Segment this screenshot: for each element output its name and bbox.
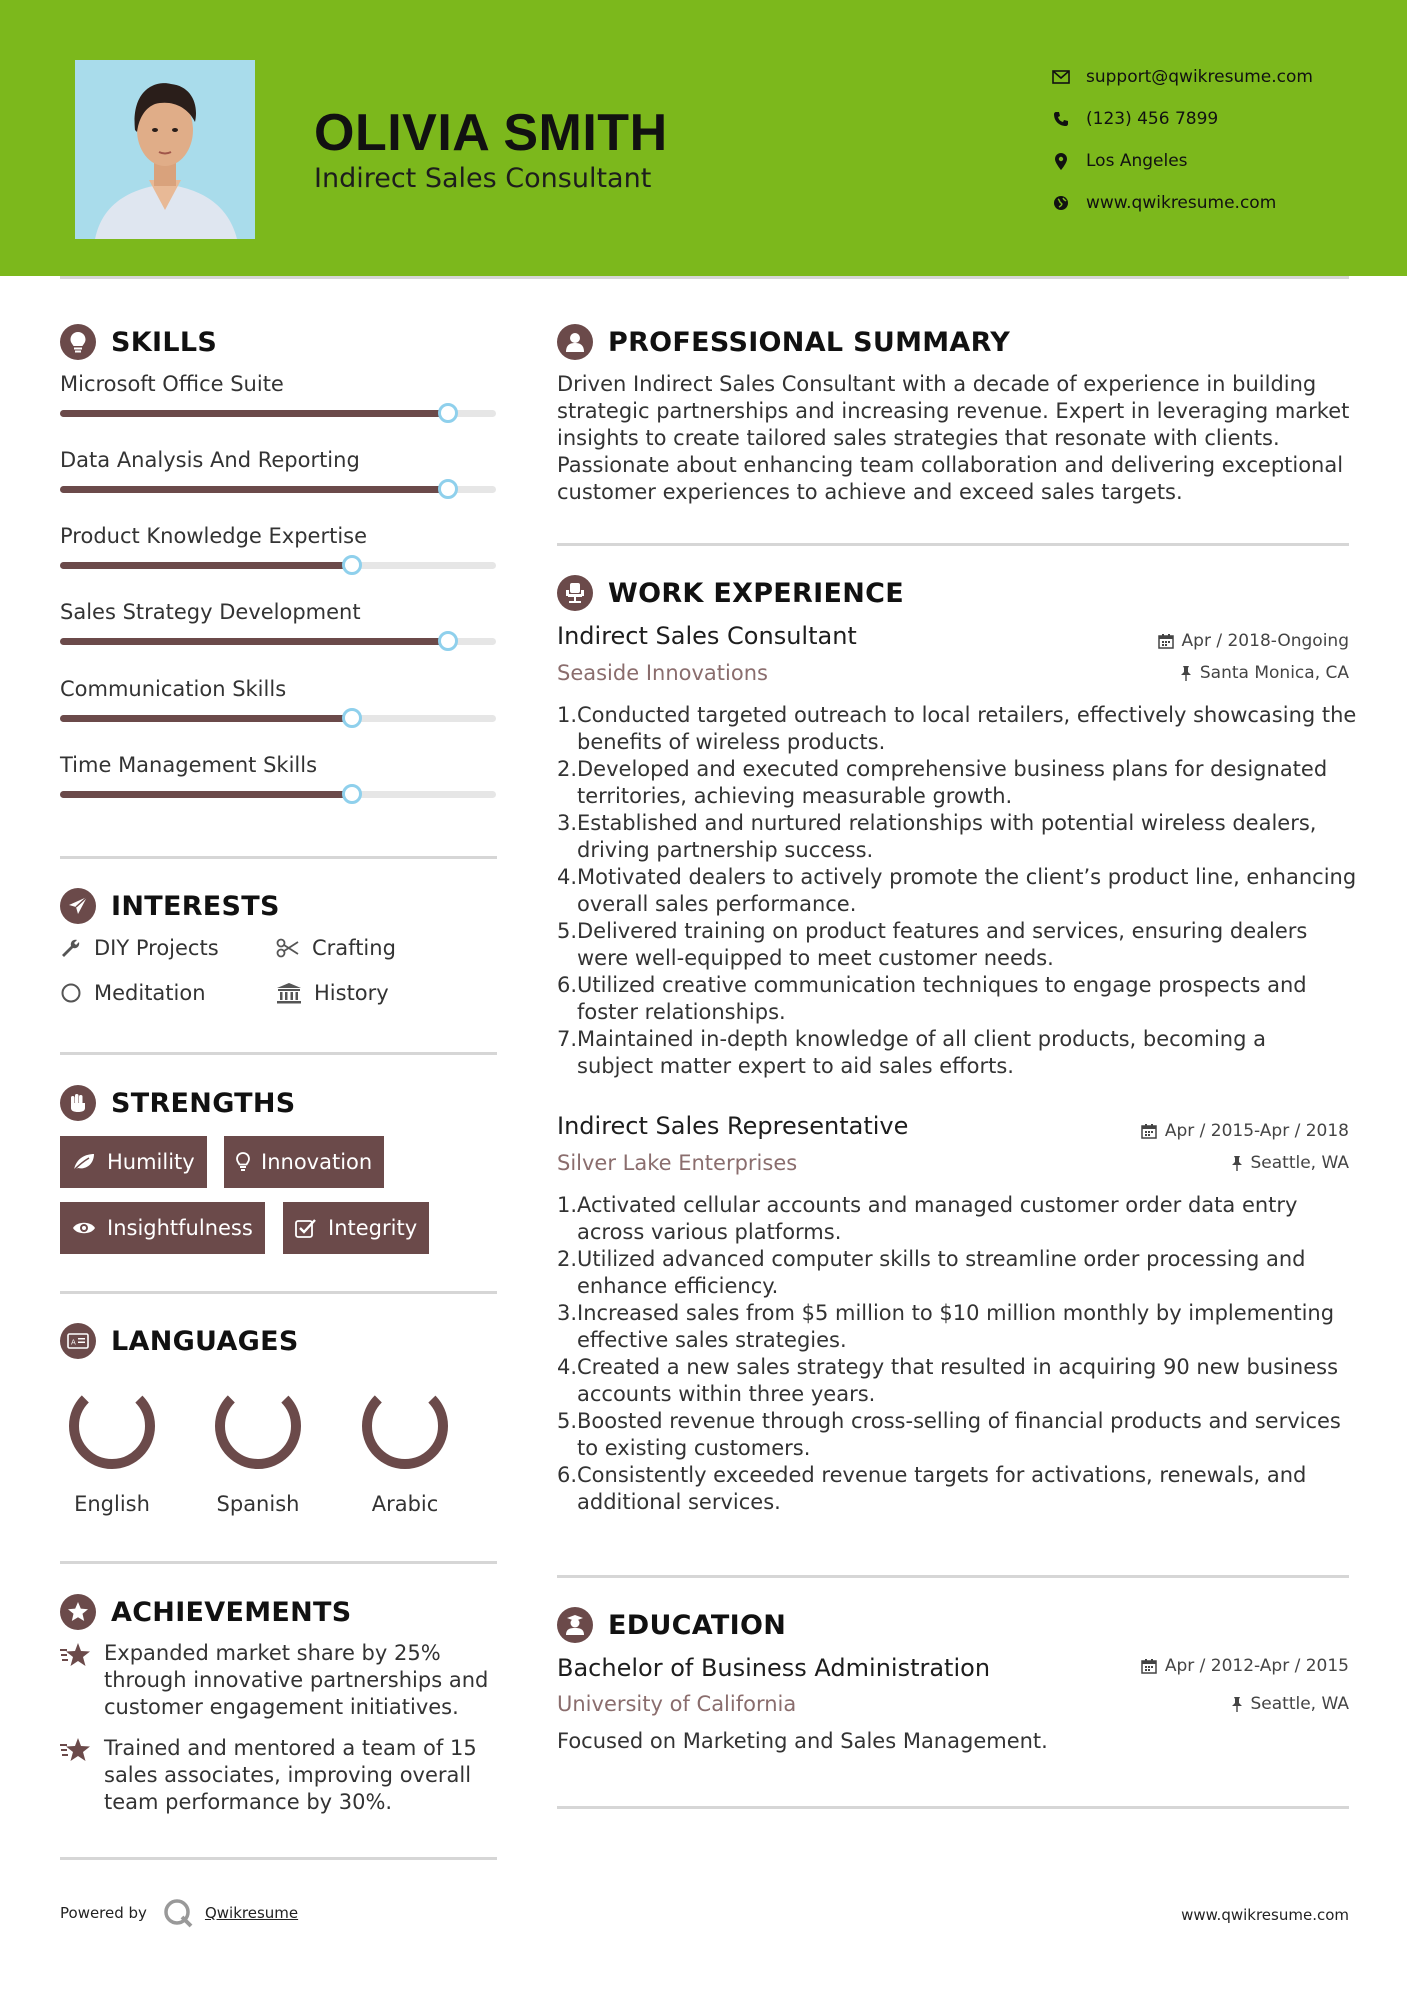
summary-line: Passionate about enhancing team collaboration and delivering exceptional — [557, 453, 1344, 477]
education-heading — [557, 1607, 786, 1643]
achievement-text — [104, 1735, 477, 1816]
languages-divider — [60, 1561, 497, 1564]
contact-email[interactable] — [1050, 56, 1313, 98]
interest-item — [276, 936, 396, 960]
strength-badge — [60, 1136, 207, 1188]
achievement-line: Expanded market share by 25% — [104, 1641, 441, 1665]
strength-badge — [283, 1202, 429, 1254]
language-item — [198, 1378, 318, 1516]
bullet-line: Established and nurtured relationships with potential wireless dealers, — [577, 811, 1317, 835]
bullet-line: Maintained in-depth knowledge of all client products, becoming a — [577, 1027, 1266, 1051]
languages-heading — [60, 1323, 299, 1359]
interest-item — [276, 981, 389, 1005]
globe-icon — [1050, 192, 1072, 214]
skill-bar — [60, 410, 496, 417]
strength-badge — [60, 1202, 265, 1254]
job-date-text: Apr / 2018-Ongoing — [1181, 631, 1349, 651]
language-name: Arabic — [371, 1492, 439, 1516]
id-card-icon — [60, 1323, 96, 1359]
language-ring — [64, 1378, 160, 1474]
strength-label: Integrity — [328, 1216, 418, 1240]
resume-header — [0, 0, 1407, 276]
skill-bar-knob — [342, 555, 362, 575]
job-bullets — [557, 1192, 1357, 1516]
languages-title: LANGUAGES — [111, 1325, 299, 1357]
interests-divider — [60, 1052, 497, 1055]
skill-bar-fill — [60, 486, 448, 493]
skills-heading — [60, 324, 217, 360]
achievement-line: customer engagement initiatives. — [104, 1695, 459, 1719]
bullet-number: 6. — [557, 973, 578, 997]
candidate-title: Indirect Sales Consultant — [314, 163, 652, 194]
skill-bar-fill — [60, 715, 352, 722]
bullet-line: Utilized advanced computer skills to streamline order processing and — [577, 1247, 1306, 1271]
interests-heading — [60, 888, 280, 924]
header-divider — [60, 276, 1349, 279]
bullet-item — [557, 810, 1357, 864]
summary-text — [557, 371, 1357, 506]
bullet-line: additional services. — [577, 1490, 781, 1514]
star-icon — [60, 1735, 104, 1816]
language-item — [345, 1378, 465, 1516]
achievement-line: Trained and mentored a team of 15 — [104, 1736, 477, 1760]
pushpin-icon — [1231, 1155, 1243, 1171]
language-name: English — [74, 1492, 150, 1516]
job-date — [1141, 1121, 1349, 1141]
skill-item — [60, 677, 496, 701]
education-location — [1231, 1694, 1350, 1714]
strength-label: Insightfulness — [107, 1216, 253, 1240]
interest-item — [60, 936, 219, 960]
skill-name: Data Analysis And Reporting — [60, 448, 360, 472]
skill-name: Microsoft Office Suite — [60, 372, 284, 396]
bullet-line: Consistently exceeded revenue targets for activations, renewals, and — [577, 1463, 1307, 1487]
qwikresume-logo-icon — [161, 1896, 195, 1930]
bullet-line: Developed and executed comprehensive business plans for designated — [577, 757, 1328, 781]
bullet-number: 1. — [557, 1193, 578, 1217]
education-description: Focused on Marketing and Sales Management. — [557, 1729, 1048, 1753]
skill-bar-knob — [438, 631, 458, 651]
interest-label: History — [314, 981, 389, 1005]
language-ring — [210, 1378, 306, 1474]
education-title: EDUCATION — [608, 1609, 787, 1641]
skill-bar-fill — [60, 791, 352, 798]
experience-divider — [557, 1575, 1349, 1578]
user-icon — [557, 324, 593, 360]
contact-list — [1050, 56, 1313, 224]
calendar-icon — [1141, 1123, 1157, 1139]
bullet-number: 4. — [557, 1355, 578, 1379]
bullet-number: 6. — [557, 1463, 578, 1487]
strengths-title: STRENGTHS — [111, 1087, 296, 1119]
job-title: Indirect Sales Consultant — [557, 622, 857, 650]
language-name: Spanish — [216, 1492, 300, 1516]
star-badge-icon — [60, 1594, 96, 1630]
interest-label: Crafting — [312, 936, 396, 960]
bullet-line: Activated cellular accounts and managed customer order data entry — [577, 1193, 1298, 1217]
skill-name: Communication Skills — [60, 677, 287, 701]
bullet-line: enhance efficiency. — [577, 1274, 779, 1298]
eye-icon — [72, 1220, 96, 1236]
bullet-line: across various platforms. — [577, 1220, 842, 1244]
skill-bar-knob — [342, 784, 362, 804]
strengths-divider — [60, 1291, 497, 1294]
bullet-number: 7. — [557, 1027, 578, 1051]
bullet-item — [557, 756, 1357, 810]
contact-location — [1050, 140, 1313, 182]
bullet-item — [557, 918, 1357, 972]
bullet-number: 4. — [557, 865, 578, 889]
bullet-item — [557, 1300, 1357, 1354]
bullet-number: 5. — [557, 919, 578, 943]
leaf-icon — [72, 1152, 96, 1172]
education-divider — [557, 1806, 1349, 1809]
bullet-line: Conducted targeted outreach to local retailers, effectively showcasing the — [577, 703, 1357, 727]
summary-line: strategic partnerships and increasing revenue. Expert in leveraging market — [557, 399, 1350, 423]
scissors-icon — [276, 937, 300, 959]
bullet-line: accounts within three years. — [577, 1382, 876, 1406]
footer-powered-by — [60, 1896, 298, 1930]
envelope-icon — [1050, 66, 1072, 88]
bullet-line: benefits of wireless products. — [577, 730, 886, 754]
skill-item — [60, 753, 496, 777]
job-location-text: Santa Monica, CA — [1199, 663, 1349, 683]
bullet-item — [557, 1246, 1357, 1300]
pushpin-icon — [1231, 1696, 1243, 1712]
bullet-item — [557, 972, 1357, 1026]
strength-badge — [224, 1136, 384, 1188]
achievement-line: through innovative partnerships and — [104, 1668, 489, 1692]
candidate-name: OLIVIA SMITH — [314, 104, 668, 162]
lightbulb-icon — [60, 324, 96, 360]
language-ring — [357, 1378, 453, 1474]
skills-divider — [60, 856, 497, 859]
footer-url[interactable]: www.qwikresume.com — [1181, 1906, 1349, 1924]
bullet-line: Boosted revenue through cross-selling of financial products and services — [577, 1409, 1341, 1433]
skill-bar — [60, 562, 496, 569]
lightbulb-icon — [236, 1152, 250, 1172]
museum-icon — [276, 982, 302, 1004]
calendar-icon — [1158, 633, 1174, 649]
bullet-line: subject matter expert to aid sales efforts. — [577, 1054, 1014, 1078]
school-name: University of California — [557, 1692, 797, 1716]
experience-heading — [557, 575, 904, 611]
bullet-line: Motivated dealers to actively promote the client’s product line, enhancing — [577, 865, 1357, 889]
bullet-line: territories, achieving measurable growth. — [577, 784, 1013, 808]
svg-text:A: A — [71, 1338, 76, 1347]
summary-line: customer experiences to achieve and exceed sales targets. — [557, 480, 1183, 504]
bullet-line: Utilized creative communication techniques to engage prospects and — [577, 973, 1307, 997]
star-icon — [60, 1640, 104, 1721]
phone-icon — [1050, 108, 1072, 130]
bullet-line: foster relationships. — [577, 1000, 786, 1024]
skill-name: Product Knowledge Expertise — [60, 524, 368, 548]
contact-phone-text: (123) 456 7899 — [1086, 109, 1219, 129]
bullet-line: Increased sales from $5 million to $10 million monthly by implementing — [577, 1301, 1335, 1325]
bullet-number: 1. — [557, 703, 578, 727]
skill-item — [60, 372, 496, 396]
bullet-line: overall sales performance. — [577, 892, 857, 916]
check-square-icon — [295, 1218, 317, 1238]
skill-bar-fill — [60, 638, 448, 645]
bullet-item — [557, 864, 1357, 918]
summary-divider — [557, 543, 1349, 546]
bullet-number: 2. — [557, 757, 578, 781]
qwikresume-link[interactable]: Qwikresume — [204, 1904, 299, 1922]
job-bullets — [557, 702, 1357, 1080]
bullet-line: effective sales strategies. — [577, 1328, 847, 1352]
job-location — [1180, 663, 1349, 683]
skill-item — [60, 448, 496, 472]
strengths-heading — [60, 1085, 296, 1121]
job-location-text: Seattle, WA — [1250, 1153, 1349, 1173]
summary-heading — [557, 324, 1010, 360]
wrench-icon — [60, 937, 82, 959]
job-location — [1231, 1153, 1350, 1173]
contact-website[interactable] — [1050, 182, 1313, 224]
office-chair-icon — [557, 575, 593, 611]
achievement-item — [60, 1640, 500, 1721]
bullet-line: to existing customers. — [577, 1436, 811, 1460]
bullet-number: 3. — [557, 1301, 578, 1325]
skill-name: Time Management Skills — [60, 753, 318, 777]
paper-plane-icon — [60, 888, 96, 924]
interest-item — [60, 981, 206, 1005]
skill-bar-knob — [438, 479, 458, 499]
calendar-icon — [1141, 1658, 1157, 1674]
summary-title: PROFESSIONAL SUMMARY — [608, 326, 1011, 358]
skill-bar-fill — [60, 562, 352, 569]
achievement-line: sales associates, improving overall — [104, 1763, 472, 1787]
achievements-divider — [60, 1857, 497, 1860]
interests-title: INTERESTS — [111, 890, 280, 922]
bullet-line: Created a new sales strategy that resulted in acquiring 90 new business — [577, 1355, 1339, 1379]
skill-item — [60, 524, 496, 548]
bullet-line: driving partnership success. — [577, 838, 874, 862]
bullet-item — [557, 1408, 1357, 1462]
bullet-number: 5. — [557, 1409, 578, 1433]
summary-line: insights to create tailored sales strategies that resonate with clients. — [557, 426, 1280, 450]
graduate-icon — [557, 1607, 593, 1643]
skill-name: Sales Strategy Development — [60, 600, 361, 624]
contact-location-text: Los Angeles — [1086, 151, 1188, 171]
bullet-number: 2. — [557, 1247, 578, 1271]
skill-bar-fill — [60, 410, 448, 417]
achievement-text — [104, 1640, 488, 1721]
company-name: Seaside Innovations — [557, 661, 768, 685]
achievements-title: ACHIEVEMENTS — [111, 1596, 352, 1628]
skill-bar — [60, 791, 496, 798]
skill-bar-knob — [342, 708, 362, 728]
skill-bar — [60, 486, 496, 493]
pushpin-icon — [1180, 665, 1192, 681]
bullet-item — [557, 1462, 1357, 1516]
powered-by-text: Powered by — [60, 1904, 147, 1922]
strength-label: Humility — [107, 1150, 195, 1174]
skill-bar-knob — [438, 403, 458, 423]
language-item — [52, 1378, 172, 1516]
bullet-line: Delivered training on product features and services, ensuring dealers — [577, 919, 1308, 943]
skill-item — [60, 600, 496, 624]
education-date-text: Apr / 2012-Apr / 2015 — [1164, 1656, 1349, 1676]
company-name: Silver Lake Enterprises — [557, 1151, 798, 1175]
interest-label: Meditation — [94, 981, 206, 1005]
bullet-line: were well-equipped to meet customer needs. — [577, 946, 1054, 970]
bullet-item — [557, 1192, 1357, 1246]
map-marker-icon — [1050, 150, 1072, 172]
education-location-text: Seattle, WA — [1250, 1694, 1349, 1714]
profile-photo — [75, 60, 255, 239]
education-date — [1141, 1656, 1349, 1676]
strength-label: Innovation — [261, 1150, 373, 1174]
bullet-item — [557, 1026, 1357, 1080]
job-date-text: Apr / 2015-Apr / 2018 — [1164, 1121, 1349, 1141]
bullet-number: 3. — [557, 811, 578, 835]
fist-icon — [60, 1085, 96, 1121]
achievement-item — [60, 1735, 500, 1816]
contact-email-text: support@qwikresume.com — [1086, 67, 1313, 87]
contact-website-text: www.qwikresume.com — [1086, 193, 1277, 213]
circle-icon — [60, 982, 82, 1004]
skill-bar — [60, 715, 496, 722]
achievement-line: team performance by 30%. — [104, 1790, 393, 1814]
contact-phone[interactable] — [1050, 98, 1313, 140]
degree-name: Bachelor of Business Administration — [557, 1654, 991, 1682]
summary-line: Driven Indirect Sales Consultant with a decade of experience in building — [557, 372, 1317, 396]
bullet-item — [557, 702, 1357, 756]
skill-bar — [60, 638, 496, 645]
experience-title: WORK EXPERIENCE — [608, 577, 904, 609]
interest-label: DIY Projects — [94, 936, 219, 960]
skills-title: SKILLS — [111, 326, 218, 358]
job-title: Indirect Sales Representative — [557, 1112, 909, 1140]
achievements-heading — [60, 1594, 352, 1630]
job-date — [1158, 631, 1349, 651]
bullet-item — [557, 1354, 1357, 1408]
